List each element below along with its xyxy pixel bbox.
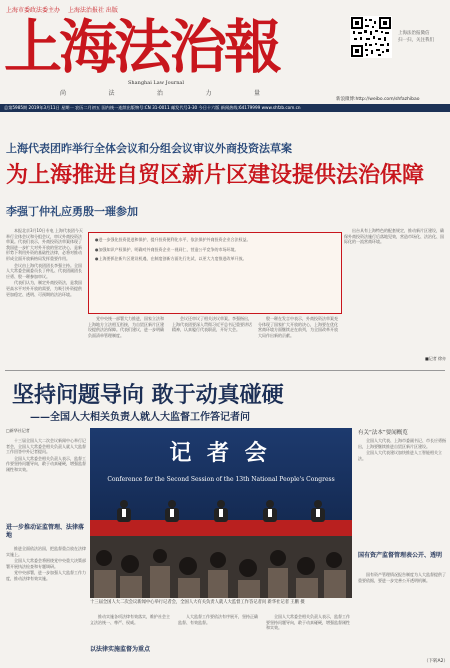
- qr-code[interactable]: [350, 16, 392, 58]
- second-body-left: [6, 438, 86, 524]
- paragraph: 代表们认为，制定外商投资法，是我国更高水平对外开放的需要，为吸引外资提供更加稳定、透明、可预期的法治环境。: [6, 280, 82, 297]
- paragraph: 全国人大常委会将围绕党中央重大决策部署开展执法检查和专题调研。: [6, 558, 86, 569]
- second-body-column: [90, 614, 172, 664]
- paragraph: 会议由上海代表团团长李强主持。全国人大常委会副委员长丁仲礼、代表团副团长应勇、殷一璀参加审议。: [6, 262, 82, 279]
- sidebar-body: [358, 438, 446, 548]
- paragraph: 党中央统一部署大力推进，国家立法和上海地方立法相互衔接，为自贸区新片区建设提供法治保障。代表们建议，进一步明确负面清单管理制度。: [88, 316, 164, 338]
- lead-body-column: [6, 228, 84, 364]
- qr-caption-line: 上海法治报微信: [398, 31, 430, 36]
- info-bar-text: 总第5985期 2019年3月11日 星期一 农历二月初五 国内统一连续出版物号:CN 31-0011 邮发代号3-30 今日十六版 新闻热线:64179999 www.shfzb.com.cn: [4, 105, 301, 110]
- paragraph: 推动实施各项法律有效落实，维护社会主义法治统一、尊严、权威。: [90, 614, 170, 625]
- lead-reporter: ■记者 徐亦: [424, 356, 446, 361]
- paragraph: 出台具有上海特色的配套规定，推动新片区建设，确保外商投资法施行后落地见效，营造市场化、法治化、国际化的一流营商环境。: [344, 228, 444, 245]
- second-subheading: 进一步推动证监管理、法律落地: [6, 524, 85, 539]
- info-bar: [0, 104, 450, 112]
- lead-body-column: [88, 316, 166, 364]
- paragraph: 国有资产管理情况报告制度为人大监督提供了重要依据，要进一步完善公开透明机制。: [358, 572, 446, 583]
- lead-body-column: [344, 228, 444, 352]
- qr-caption: [398, 30, 446, 44]
- paragraph: 十三届全国人大二次会议新闻中心举行记者会，全国人大常委会相关负责人就人大监督工作回答中外记者提问。: [6, 438, 86, 455]
- paragraph: 殷一璀在发言中表示，外商投资法草案充分体现了国家扩大开放的决心，上海要在优化营商环境方面继续走在前列，为全国改革开放大局作出新的贡献。: [258, 316, 338, 338]
- masthead-publisher: 上海市委政法委主办: [6, 7, 61, 14]
- masthead-organizer: 上海法治报社 出版: [67, 7, 118, 14]
- weibo-link[interactable]: 新浪微博:http://weibo.com/shfazhibao: [336, 97, 420, 102]
- sidebar-body: [358, 572, 446, 656]
- paragraph: 全国人大代表建议加快推进人工智能相关立法。: [358, 450, 442, 461]
- press-conference-photo: [90, 428, 352, 598]
- audience-heads: [90, 536, 352, 598]
- slogan-char: 法: [108, 90, 115, 97]
- photo-banner: Conference for the Second Session of the 13th National People's Congress: [107, 476, 335, 483]
- sidebar-title: 有关“法本”要闻概览: [358, 430, 408, 436]
- logo-english: Shanghai Law Journal: [127, 80, 185, 86]
- slogan-char: 量: [253, 90, 260, 97]
- slogan-char: 尚: [60, 90, 67, 97]
- page-continuation-note: （下转A2）: [424, 659, 448, 664]
- paragraph: 人大监督工作要依法有序展开，坚持正确监督、有效监督。: [178, 614, 258, 625]
- lead-highlights-box: [88, 232, 342, 314]
- photo-caption: 十三届全国人大二次会议新闻中心举行记者会，全国人大有关负责人就人大监督工作答记者问 新华社记者 王鹏 摄: [90, 600, 305, 605]
- slogan-char: 力: [205, 90, 212, 97]
- second-byline: □新华社记者: [6, 428, 30, 433]
- lead-headline: 为上海推进自贸区新片区建设提供法治保障: [6, 163, 425, 188]
- second-subhead: ——全国人大相关负责人就人大监督工作答记者问: [30, 412, 250, 423]
- paragraph: 全国人大常委会相关负责人表示，监督工作要坚持问题导向，敢于动真碰硬，增强监督刚性和实效。: [266, 614, 350, 631]
- panelists: [90, 496, 352, 526]
- slogan-char: 治: [156, 90, 163, 97]
- paragraph: 党中央部署，进一步加强人大监督工作力度，推动法律有效实施。: [6, 570, 86, 581]
- paragraph: 全国人大代表、上海市委副书记、市长应勇指出，上海要继续推进自贸区新片区建设。: [358, 438, 446, 449]
- slogan: [60, 88, 260, 97]
- second-body-column: [178, 614, 260, 664]
- highlight-point: ●进一步强化投资促进和保护，提升投资便利化水平，依法保护外商投资企业合法权益。: [95, 237, 251, 242]
- sidebar-heading: 国有资产监督管理表公开、透明: [358, 552, 443, 559]
- paragraph: 推进全面依法治国，把监督重点放在法律实施上。: [6, 546, 86, 557]
- paragraph: 会议还审议了相关决议草案。李强指出，上海代表团要深入贯彻习近平总书记重要讲话精神，认真履行代表职责，开好大会。: [172, 316, 252, 333]
- lead-kicker: 上海代表团昨举行全体会议和分组会议审议外商投资法草案: [6, 142, 292, 155]
- second-subheading: 以法律实施监督为重点: [90, 646, 151, 653]
- second-headline: 坚持问题导向 敢于动真碰硬: [12, 383, 284, 408]
- lead-subhead: 李强丁仲礼应勇殷一璀参加: [6, 205, 138, 218]
- second-body-column: [266, 614, 350, 664]
- qr-caption-line: 扫一扫，关注我们: [398, 38, 434, 43]
- press-stamp-text: 记 者 会: [169, 440, 271, 466]
- highlight-point: ●加强知识产权保护，明确对外商投资企业一视同仁，营造公平竞争的市场环境。: [95, 246, 239, 252]
- lead-body-column: [172, 316, 252, 364]
- highlight-point: ●上海要抓住新片区建设机遇，在制度创新方面先行先试，以更大力度推进改革开放。: [95, 256, 247, 262]
- paragraph: 本报北京3月10日专电 上海代表团今天举行全体会议和分组会议，审议外商投资法草案。代表们表示，外商投资法草案体现了我国进一步扩大对外开放的坚定决心，是新形势下利用外资的基础性法律，必将对推动形成全面开放新格局发挥重要作用。: [6, 228, 83, 261]
- masthead: [0, 0, 450, 104]
- paragraph: 全国人大常委会相关负责人表示，监督工作要坚持问题导向，敢于动真碰硬，增强监督刚性和实效。: [6, 455, 86, 472]
- logo: 上海法治報: [4, 13, 280, 81]
- lead-body-column: [258, 316, 338, 364]
- section-divider: [5, 370, 445, 371]
- second-body-left-2: [6, 546, 86, 662]
